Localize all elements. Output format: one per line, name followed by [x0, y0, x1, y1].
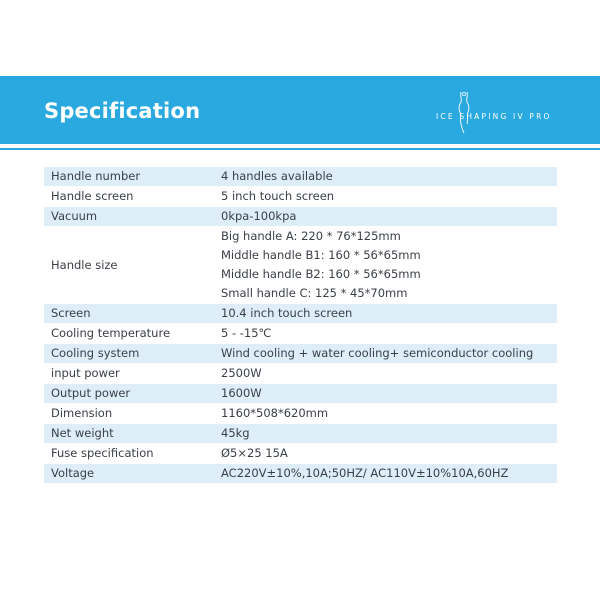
spec-label-cell — [44, 304, 214, 323]
spec-value: 1600W — [221, 386, 262, 400]
spec-label-cell — [44, 404, 214, 423]
spec-value-cell — [214, 207, 557, 226]
page-title: Specification — [44, 99, 201, 123]
spec-label: Output power — [51, 386, 131, 400]
spec-label: Fuse specification — [51, 446, 154, 460]
spec-value-cell — [214, 344, 557, 363]
spec-value: Middle handle B1: 160 * 56*65mm — [221, 248, 421, 262]
table-row — [44, 207, 557, 227]
spec-value: Small handle C: 125 * 45*70mm — [221, 286, 408, 300]
spec-label-cell — [44, 444, 214, 463]
header-divider — [0, 148, 600, 150]
spec-label: Dimension — [51, 406, 113, 420]
table-row — [44, 424, 557, 444]
spec-value-cell — [214, 167, 557, 186]
spec-value-cell — [214, 464, 557, 483]
spec-value: Big handle A: 220 * 76*125mm — [221, 229, 401, 243]
spec-label-cell — [44, 207, 214, 226]
table-row — [44, 304, 557, 324]
spec-value: AC220V±10%,10A;50HZ/ AC110V±10%10A,60HZ — [221, 466, 509, 480]
spec-label: Handle number — [51, 169, 141, 183]
spec-value: 10.4 inch touch screen — [221, 306, 353, 320]
spec-table — [44, 167, 557, 484]
spec-label: Voltage — [51, 466, 95, 480]
table-row — [44, 344, 557, 364]
spec-value-cell — [214, 187, 557, 206]
table-row — [44, 227, 557, 304]
spec-value: 2500W — [221, 366, 262, 380]
table-row — [44, 404, 557, 424]
spec-label-cell — [44, 364, 214, 383]
spec-value-cell — [214, 404, 557, 423]
spec-value: Wind cooling + water cooling+ semiconductor cooling — [221, 346, 534, 360]
spec-label-cell — [44, 187, 214, 206]
spec-label: Screen — [51, 306, 91, 320]
spec-label: Net weight — [51, 426, 114, 440]
spec-value: 4 handles available — [221, 169, 333, 183]
brand-logo — [436, 86, 576, 136]
spec-value: Middle handle B2: 160 * 56*65mm — [221, 267, 421, 281]
spec-label-cell — [44, 324, 214, 343]
spec-label-cell — [44, 344, 214, 363]
spec-value-cell — [214, 304, 557, 323]
table-row — [44, 324, 557, 344]
spec-value-cell — [214, 364, 557, 383]
spec-label-cell — [44, 227, 214, 303]
spec-value-cell — [214, 227, 557, 303]
spec-label: Vacuum — [51, 209, 98, 223]
table-row — [44, 444, 557, 464]
spec-value-cell — [214, 324, 557, 343]
spec-label-cell — [44, 384, 214, 403]
spec-value-cell — [214, 424, 557, 443]
table-row — [44, 464, 557, 484]
spec-value: 5 inch touch screen — [221, 189, 335, 203]
spec-value: 0kpa-100kpa — [221, 209, 297, 223]
brand-logo-text: ICE SHAPING IV PRO — [436, 112, 552, 121]
spec-value-cell — [214, 444, 557, 463]
spec-value: 45kg — [221, 426, 250, 440]
spec-value-cell — [214, 384, 557, 403]
table-row — [44, 364, 557, 384]
table-row — [44, 167, 557, 187]
spec-label: input power — [51, 366, 120, 380]
spec-label-cell — [44, 167, 214, 186]
table-row — [44, 384, 557, 404]
spec-label-cell — [44, 464, 214, 483]
header-banner — [0, 76, 600, 144]
spec-label-cell — [44, 424, 214, 443]
table-row — [44, 187, 557, 207]
spec-value: 5 - -15℃ — [221, 326, 272, 340]
spec-value: Ø5×25 15A — [221, 446, 288, 460]
spec-label: Handle size — [51, 257, 118, 272]
spec-value: 1160*508*620mm — [221, 406, 329, 420]
spec-label: Handle screen — [51, 189, 134, 203]
spec-label: Cooling system — [51, 346, 140, 360]
spec-label: Cooling temperature — [51, 326, 171, 340]
